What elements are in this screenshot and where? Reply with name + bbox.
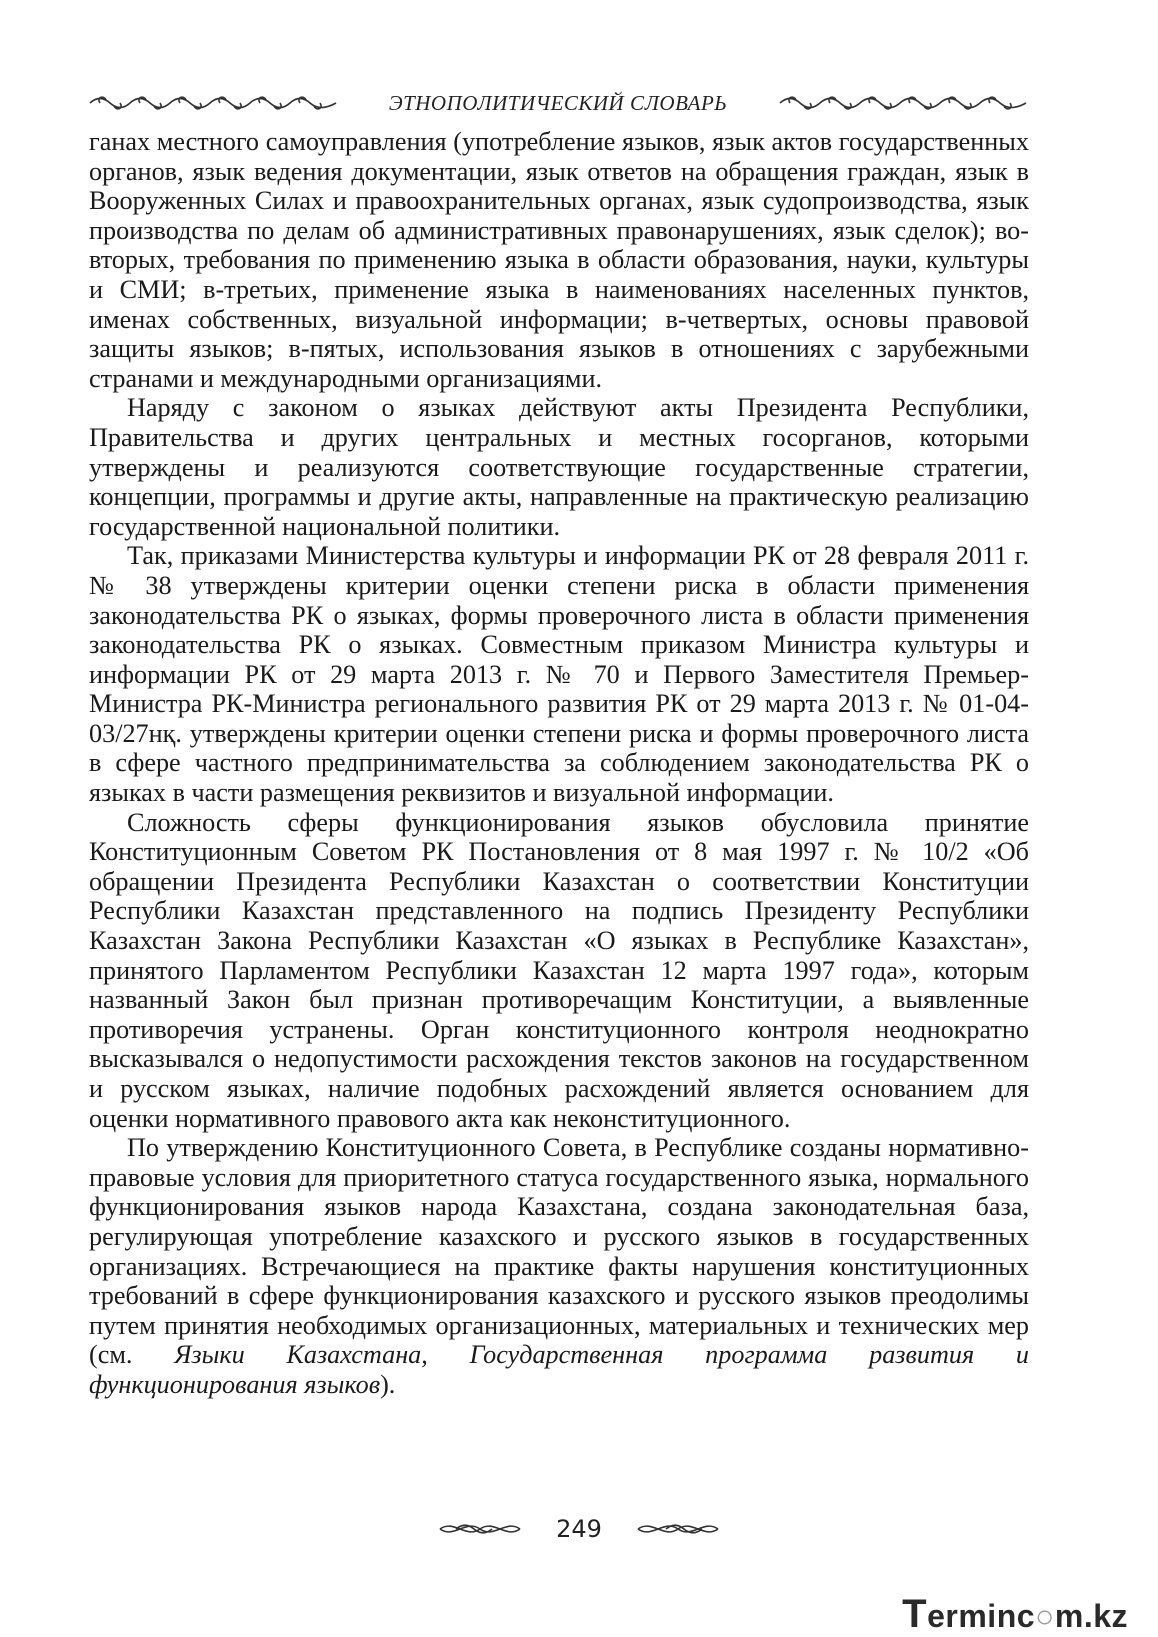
watermark-ring: ○ (1035, 1598, 1055, 1634)
paragraph-4: Сложность сферы функционирования языков обусловила принятие Конституционным Советом РК Постановления от 8 мая 1997 г. № 10/2 «Об обращении Президента Республики Казахстан о соответствии Конституции Республики Казахстан представленного на подпись Президенту Республики Казахстан Закона Республики Казахстан «О языках в Республике Казахстан», принятого Парламентом Республики Казахстан 12 марта 1997 года», которым названный Закон был признан противоречащим Конституции, а выявленные противоречия устранены. Орган конституционного контроля неоднократно высказывался о недопустимости расхождения текстов законов на государственном и русском языках, наличие подобных расхождений является основанием для оценки нормативного правового акта как неконституционного. (89, 807, 1029, 1133)
page-body (89, 127, 1029, 1400)
paragraph-5 (89, 1133, 1029, 1399)
running-title: ЭТНОПОЛИТИЧЕСКИЙ СЛОВАРЬ (388, 90, 728, 115)
left-ornament-icon (88, 92, 338, 114)
paragraph-2: Наряду с законом о языках действуют акты Президента Республики, Правительства и других центральных и местных госорганов, которыми утверждены и реализуются соответствующие государственные стратегии, концепции, программы и другие акты, направленные на практическую реализацию государственной национальной политики. (89, 393, 1029, 541)
watermark-part2: m.kz (1054, 1598, 1128, 1634)
paragraph-1: ганах местного самоуправления (употребление языков, язык актов государственных органов, язык ведения документации, язык ответов на обращения граждан, язык в Вооруженных Силах и правоохранительных органах, язык судопроизводства, язык производства по делам об административных правонарушениях, язык сделок); во-вторых, требования по применению языка в области образования, науки, культуры и СМИ; в-третьих, применение языка в наименованиях населенных пунктов, именах собственных, визуальной информации; в-четвертых, основы правовой защиты языков; в-пятых, использования языков в отношениях с зарубежными странами и международными организациями. (89, 127, 1029, 393)
right-flourish-icon (634, 1517, 722, 1541)
paragraph-5-tail: ). (380, 1369, 396, 1399)
paragraph-5-text: По утверждению Конституционного Совета, в Республике созданы нормативно-правовые условия для приоритетного статуса государственного языка, нормального функционирования языков народа Казахстана, создана законодательная база, регулирующая употребление казахского и русского языков в государственных организациях. Встречающиеся на практике факты нарушения конституционных требований в сфере функционирования казахского и русского языков преодолимы путем принятия необходимых организационных, материальных и технических мер (см. (89, 1133, 1029, 1370)
right-ornament-icon (778, 92, 1028, 114)
page-footer (0, 1512, 1158, 1546)
left-flourish-icon (436, 1517, 524, 1541)
watermark-logo (902, 1592, 1128, 1637)
page-number: 249 (556, 1515, 602, 1543)
watermark-part1: erminc (927, 1598, 1036, 1634)
paragraph-3: Так, приказами Министерства культуры и информации РК от 28 февраля 2011 г. № 38 утверждены критерии оценки степени риска в области применения законодательства РК о языках, формы проверочного листа в области применения законодательства РК о языках. Совместным приказом Министра культуры и информации РК от 29 марта 2013 г. № 70 и Первого Заместителя Премьер-Министра РК-Министра регионального развития РК от 29 марта 2013 г. № 01-04-03/27нқ. утверждены критерии оценки степени риска и формы проверочного листа в сфере частного предпринимательства за соблюдением законодательства РК о языках в части размещения реквизитов и визуальной информации. (89, 541, 1029, 808)
watermark-first-letter: T (902, 1592, 928, 1636)
cross-reference: Языки Казахстана, Государственная программа развития и функционирования языков (89, 1340, 1029, 1399)
page-header (88, 86, 1028, 120)
